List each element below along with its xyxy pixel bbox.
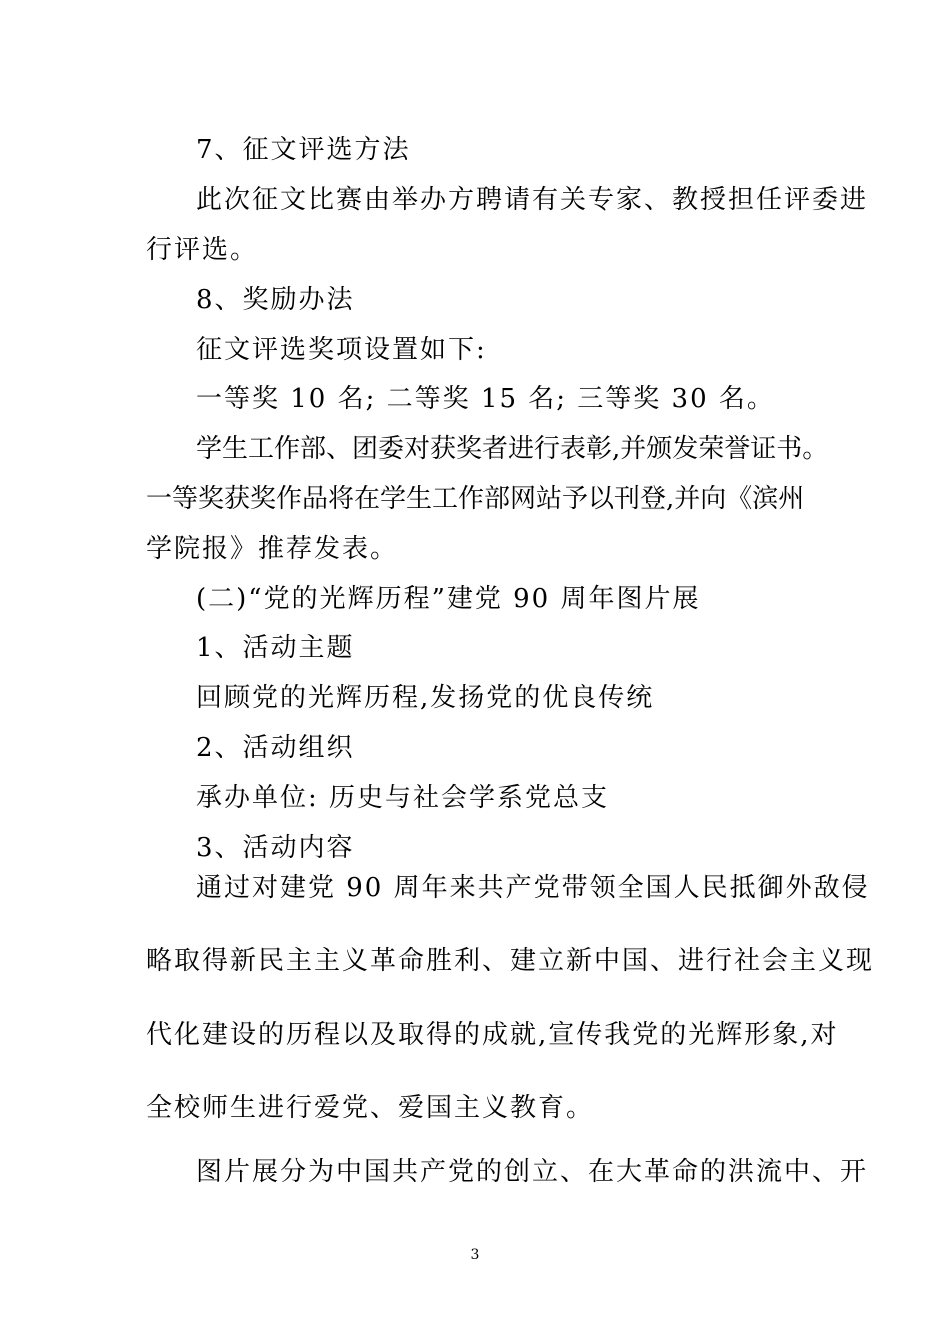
paragraph-line: 此次征文比赛由举办方聘请有关专家、教授担任评委进 [196, 185, 869, 215]
paragraph-line: 通过对建党 90 周年来共产党带领全国人民抵御外敌侵 [196, 873, 870, 903]
paragraph-line: 一等奖 10 名; 二等奖 15 名; 三等奖 30 名。 [196, 384, 775, 414]
paragraph-line: 征文评选奖项设置如下: [196, 335, 487, 365]
section-heading-photo-exhibition: (二)“党的光辉历程”建党 90 周年图片展 [196, 584, 701, 614]
paragraph-line: 学生工作部、团委对获奖者进行表彰,并颁发荣誉证书。 [196, 434, 829, 464]
paragraph-line: 回顾党的光辉历程,发扬党的优良传统 [196, 683, 655, 713]
paragraph-line: 一等奖获奖作品将在学生工作部网站予以刊登,并向《滨州 [146, 484, 805, 514]
paragraph-line: 学院报》推荐发表。 [146, 534, 399, 564]
heading-3-activity-content: 3、活动内容 [196, 833, 355, 863]
paragraph-line: 全校师生进行爱党、爱国主义教育。 [146, 1093, 595, 1123]
heading-2-activity-organization: 2、活动组织 [196, 733, 355, 763]
paragraph-line: 承办单位: 历史与社会学系党总支 [196, 783, 610, 813]
heading-7-evaluation-method: 7、征文评选方法 [196, 135, 411, 165]
heading-8-award-method: 8、奖励办法 [196, 285, 355, 315]
page-number: 3 [470, 1247, 480, 1263]
paragraph-line: 略取得新民主主义革命胜利、建立新中国、进行社会主义现 [146, 946, 875, 976]
paragraph-line: 代化建设的历程以及取得的成就,宣传我党的光辉形象,对 [146, 1020, 839, 1050]
paragraph-line: 行评选。 [146, 235, 259, 265]
heading-1-activity-theme: 1、活动主题 [196, 633, 355, 663]
paragraph-line: 图片展分为中国共产党的创立、在大革命的洪流中、开 [196, 1157, 869, 1187]
